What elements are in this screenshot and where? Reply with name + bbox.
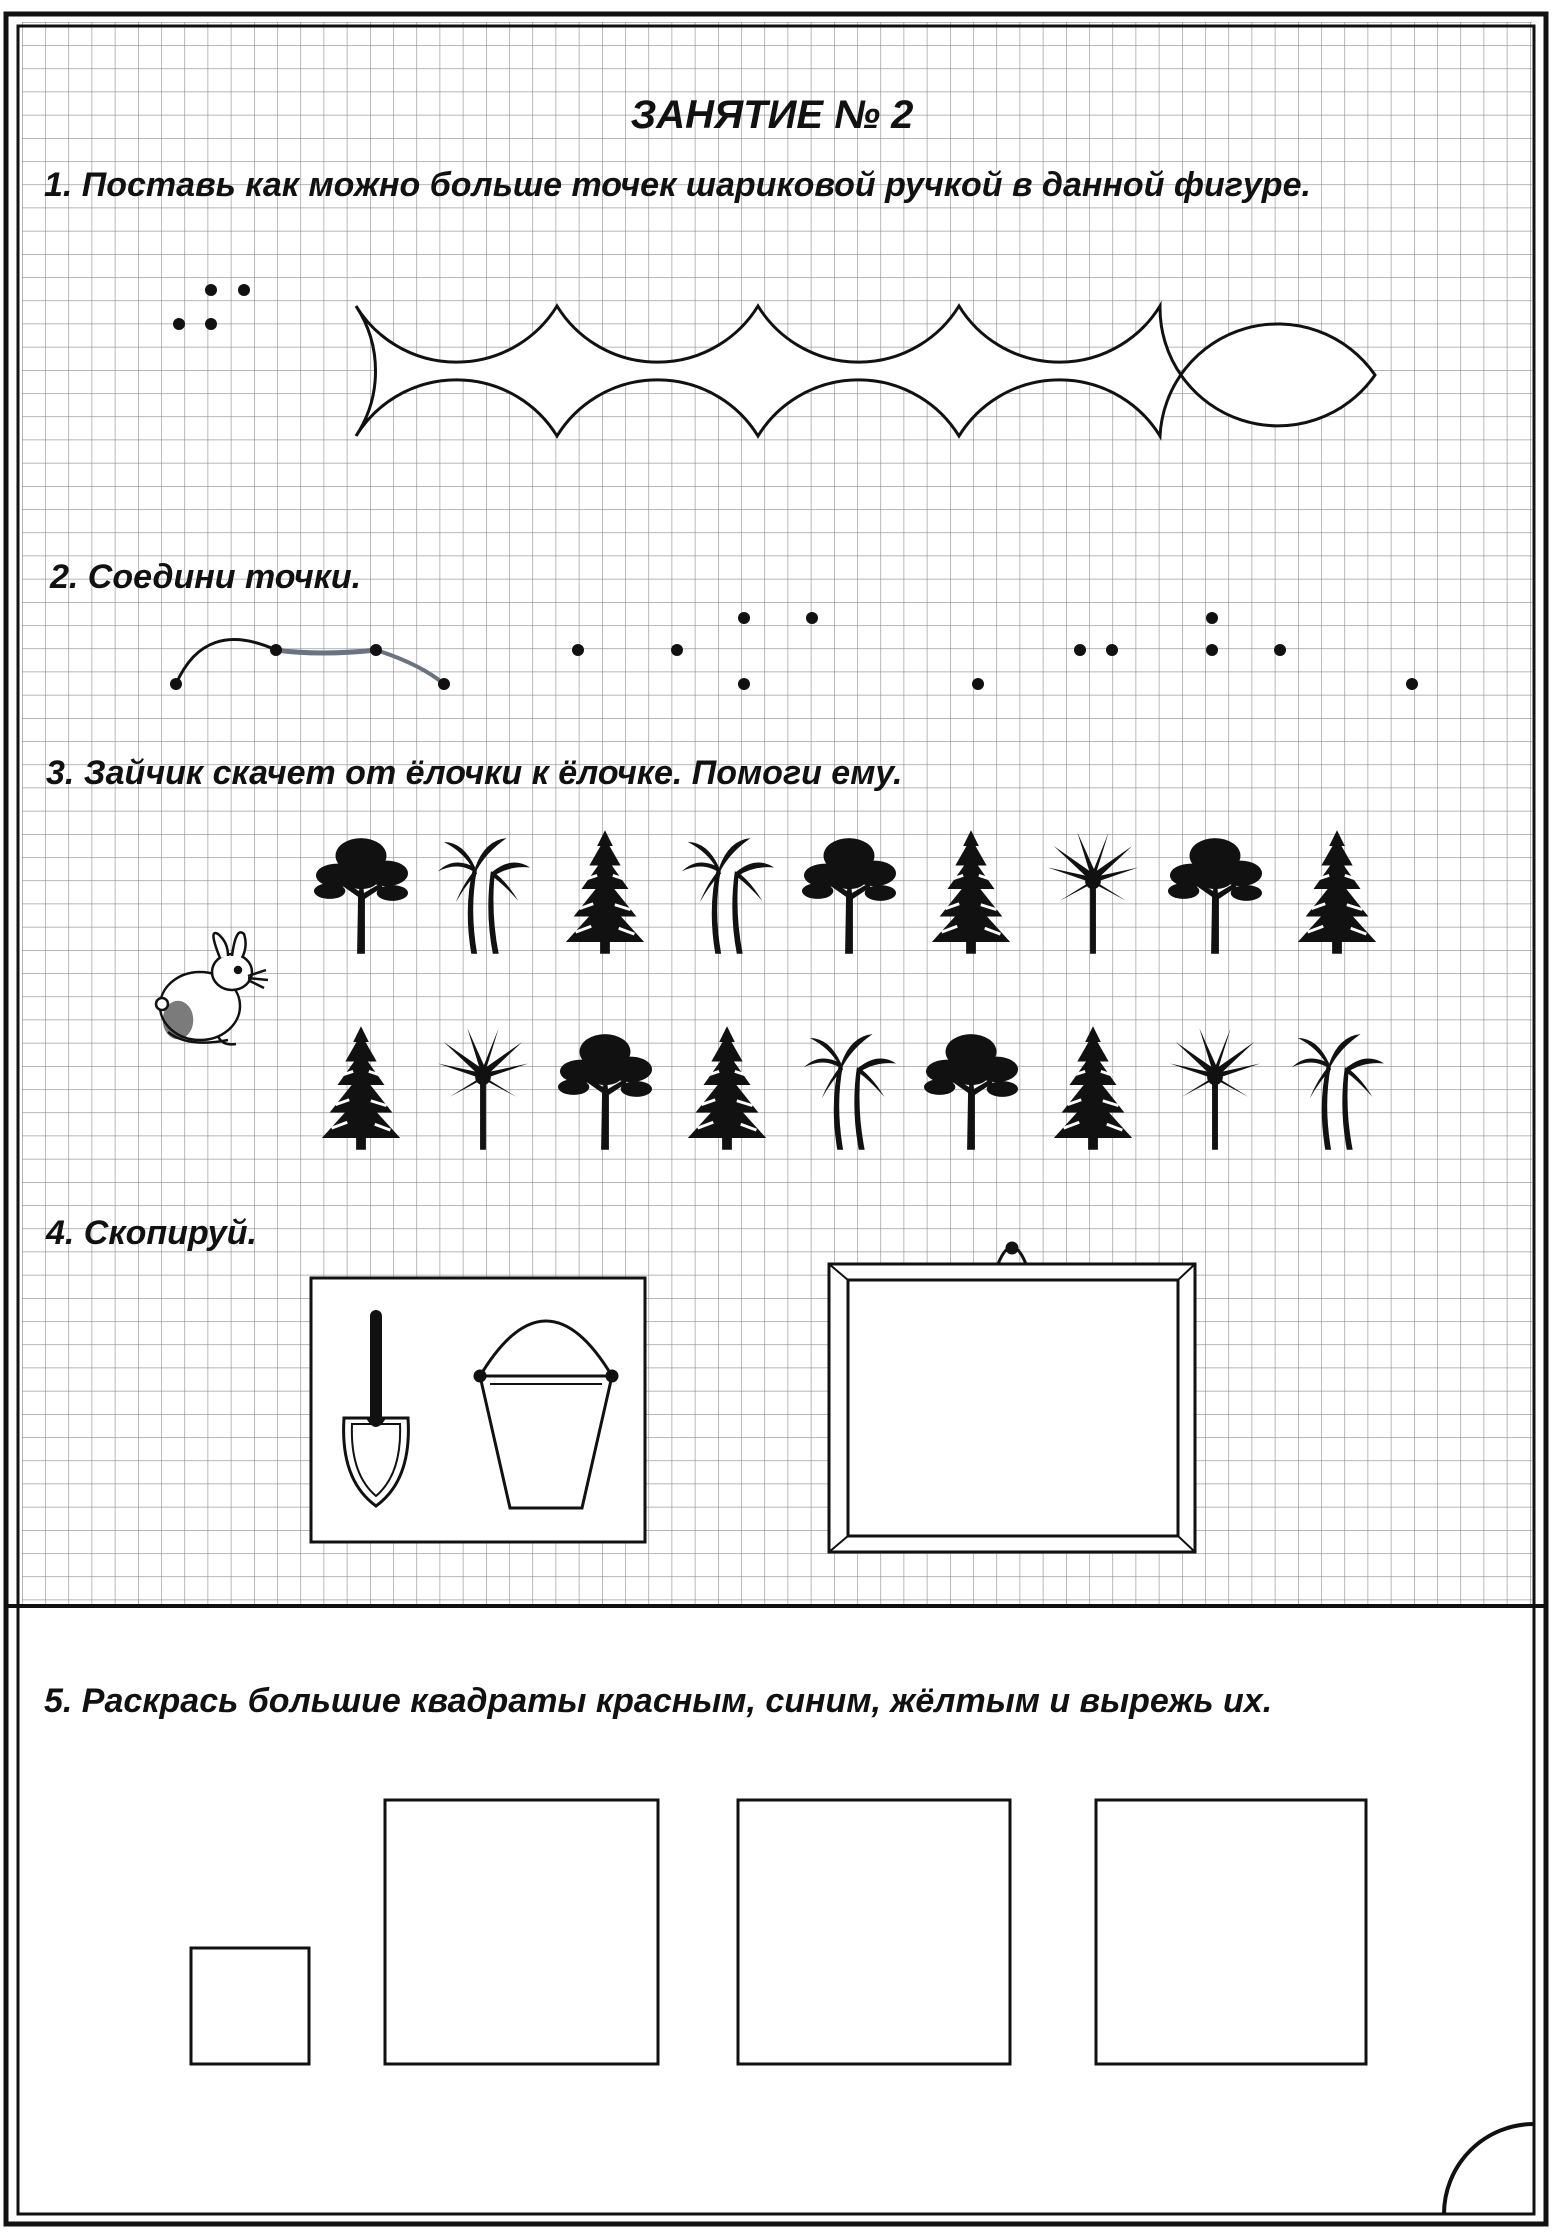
task-4-label: 4. Скопируй. [46,1214,257,1252]
picture-frame-icon [829,1242,1195,1552]
task-5-label: 5. Раскрась большие квадраты красным, синим, жёлтым и вырежь их. [44,1682,1273,1720]
copy-sample-box [311,1278,645,1542]
big-square-1 [385,1800,658,2064]
small-sample-square [191,1948,309,2064]
task-3-label: 3. Зайчик скачет от ёлочки к ёлочке. Помоги ему. [46,754,903,792]
task-2-label: 2. Соедини точки. [50,558,362,596]
lesson-title: ЗАНЯТИЕ № 2 [630,93,914,137]
big-square-2 [738,1800,1010,2064]
big-square-3 [1096,1800,1366,2064]
task-1-label: 1. Поставь как можно больше точек шариковой ручкой в данной фигуре. [44,166,1311,204]
grid-background [22,22,1532,1606]
